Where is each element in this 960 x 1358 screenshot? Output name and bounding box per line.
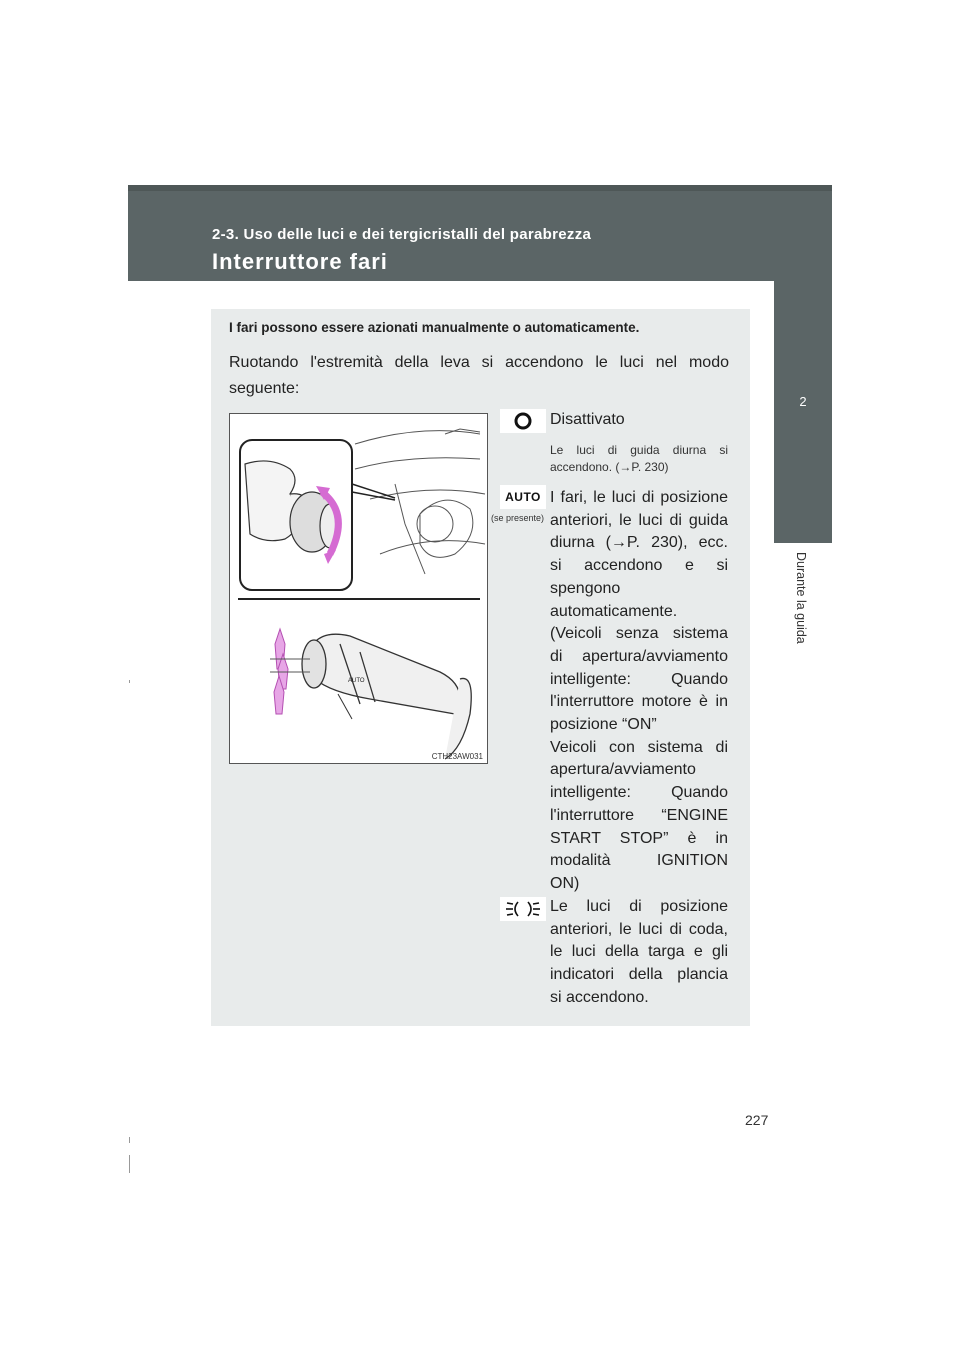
description-line: modalità IGNITION	[550, 852, 728, 870]
description-line: l'interruttore “ENGINE	[550, 806, 728, 824]
description-line: le luci della targa e gli	[550, 943, 728, 961]
description-line: l'interruttore motore è in	[550, 693, 728, 711]
header-top-line	[128, 185, 832, 191]
dashboard-lines	[355, 429, 485, 574]
description-line: I fari, le luci di posizione	[550, 489, 728, 506]
lever-auto-label: AUTO	[348, 678, 365, 684]
chapter-tab	[774, 281, 832, 543]
circle-off-icon	[513, 411, 533, 431]
position-lights-icon	[505, 899, 541, 919]
off-icon-box	[500, 409, 546, 433]
margin-mark	[129, 1155, 130, 1173]
description-line: spengono	[550, 579, 621, 597]
page-title: Interruttore fari	[212, 249, 388, 274]
description-line: diurna (→P. 230), ecc.	[550, 534, 728, 552]
description-line: Le luci di posizione	[550, 898, 728, 915]
description-line: indicatori della plancia	[550, 966, 728, 984]
description-line: si accendono.	[550, 988, 649, 1006]
description-line: START STOP” è in	[550, 829, 728, 847]
page-number: 227	[745, 1112, 769, 1128]
description-line: (Veicoli senza sistema	[550, 625, 728, 643]
figure-code: CTH23AW031	[431, 752, 483, 761]
description-line: ON)	[550, 874, 580, 892]
intro-text: Ruotando l'estremità della leva si accendono le luci nel modo seguente:	[229, 354, 729, 397]
description-line: anteriori, le luci di coda,	[550, 920, 728, 938]
description-line: Veicoli con sistema di	[550, 738, 728, 756]
margin-mark	[129, 680, 130, 683]
position-icon-box	[500, 897, 546, 921]
description-line: anteriori, le luci di guida	[550, 511, 728, 529]
description-line: apertura/avviamento	[550, 761, 696, 779]
description-line: intelligente: Quando	[550, 784, 728, 802]
description-line: posizione “ON”	[550, 716, 657, 733]
headlight-switch-figure	[229, 413, 488, 764]
lever-illustration	[230, 414, 487, 763]
auto-icon-note: (se presente)	[491, 513, 545, 523]
chapter-label: Durante la guida	[794, 552, 808, 644]
auto-icon-box	[500, 485, 546, 509]
description-line: intelligente: Quando	[550, 670, 728, 688]
off-note: Le luci di guida diurna si accendono. (→P. 230)	[550, 443, 728, 474]
auto-icon: AUTO	[505, 490, 541, 504]
description-line: automaticamente.	[550, 602, 678, 620]
intro-bold: I fari possono essere azionati manualmente o automaticamente.	[229, 320, 640, 335]
description-line: si accendono e si	[550, 557, 728, 575]
off-label: Disattivato	[550, 411, 625, 428]
margin-mark	[129, 1137, 130, 1143]
lever-drawing	[302, 634, 471, 759]
description-line: di apertura/avviamento	[550, 647, 728, 665]
chapter-number: 2	[799, 394, 807, 409]
section-title: 2-3. Uso delle luci e dei tergicristalli del parabrezza	[212, 226, 592, 243]
